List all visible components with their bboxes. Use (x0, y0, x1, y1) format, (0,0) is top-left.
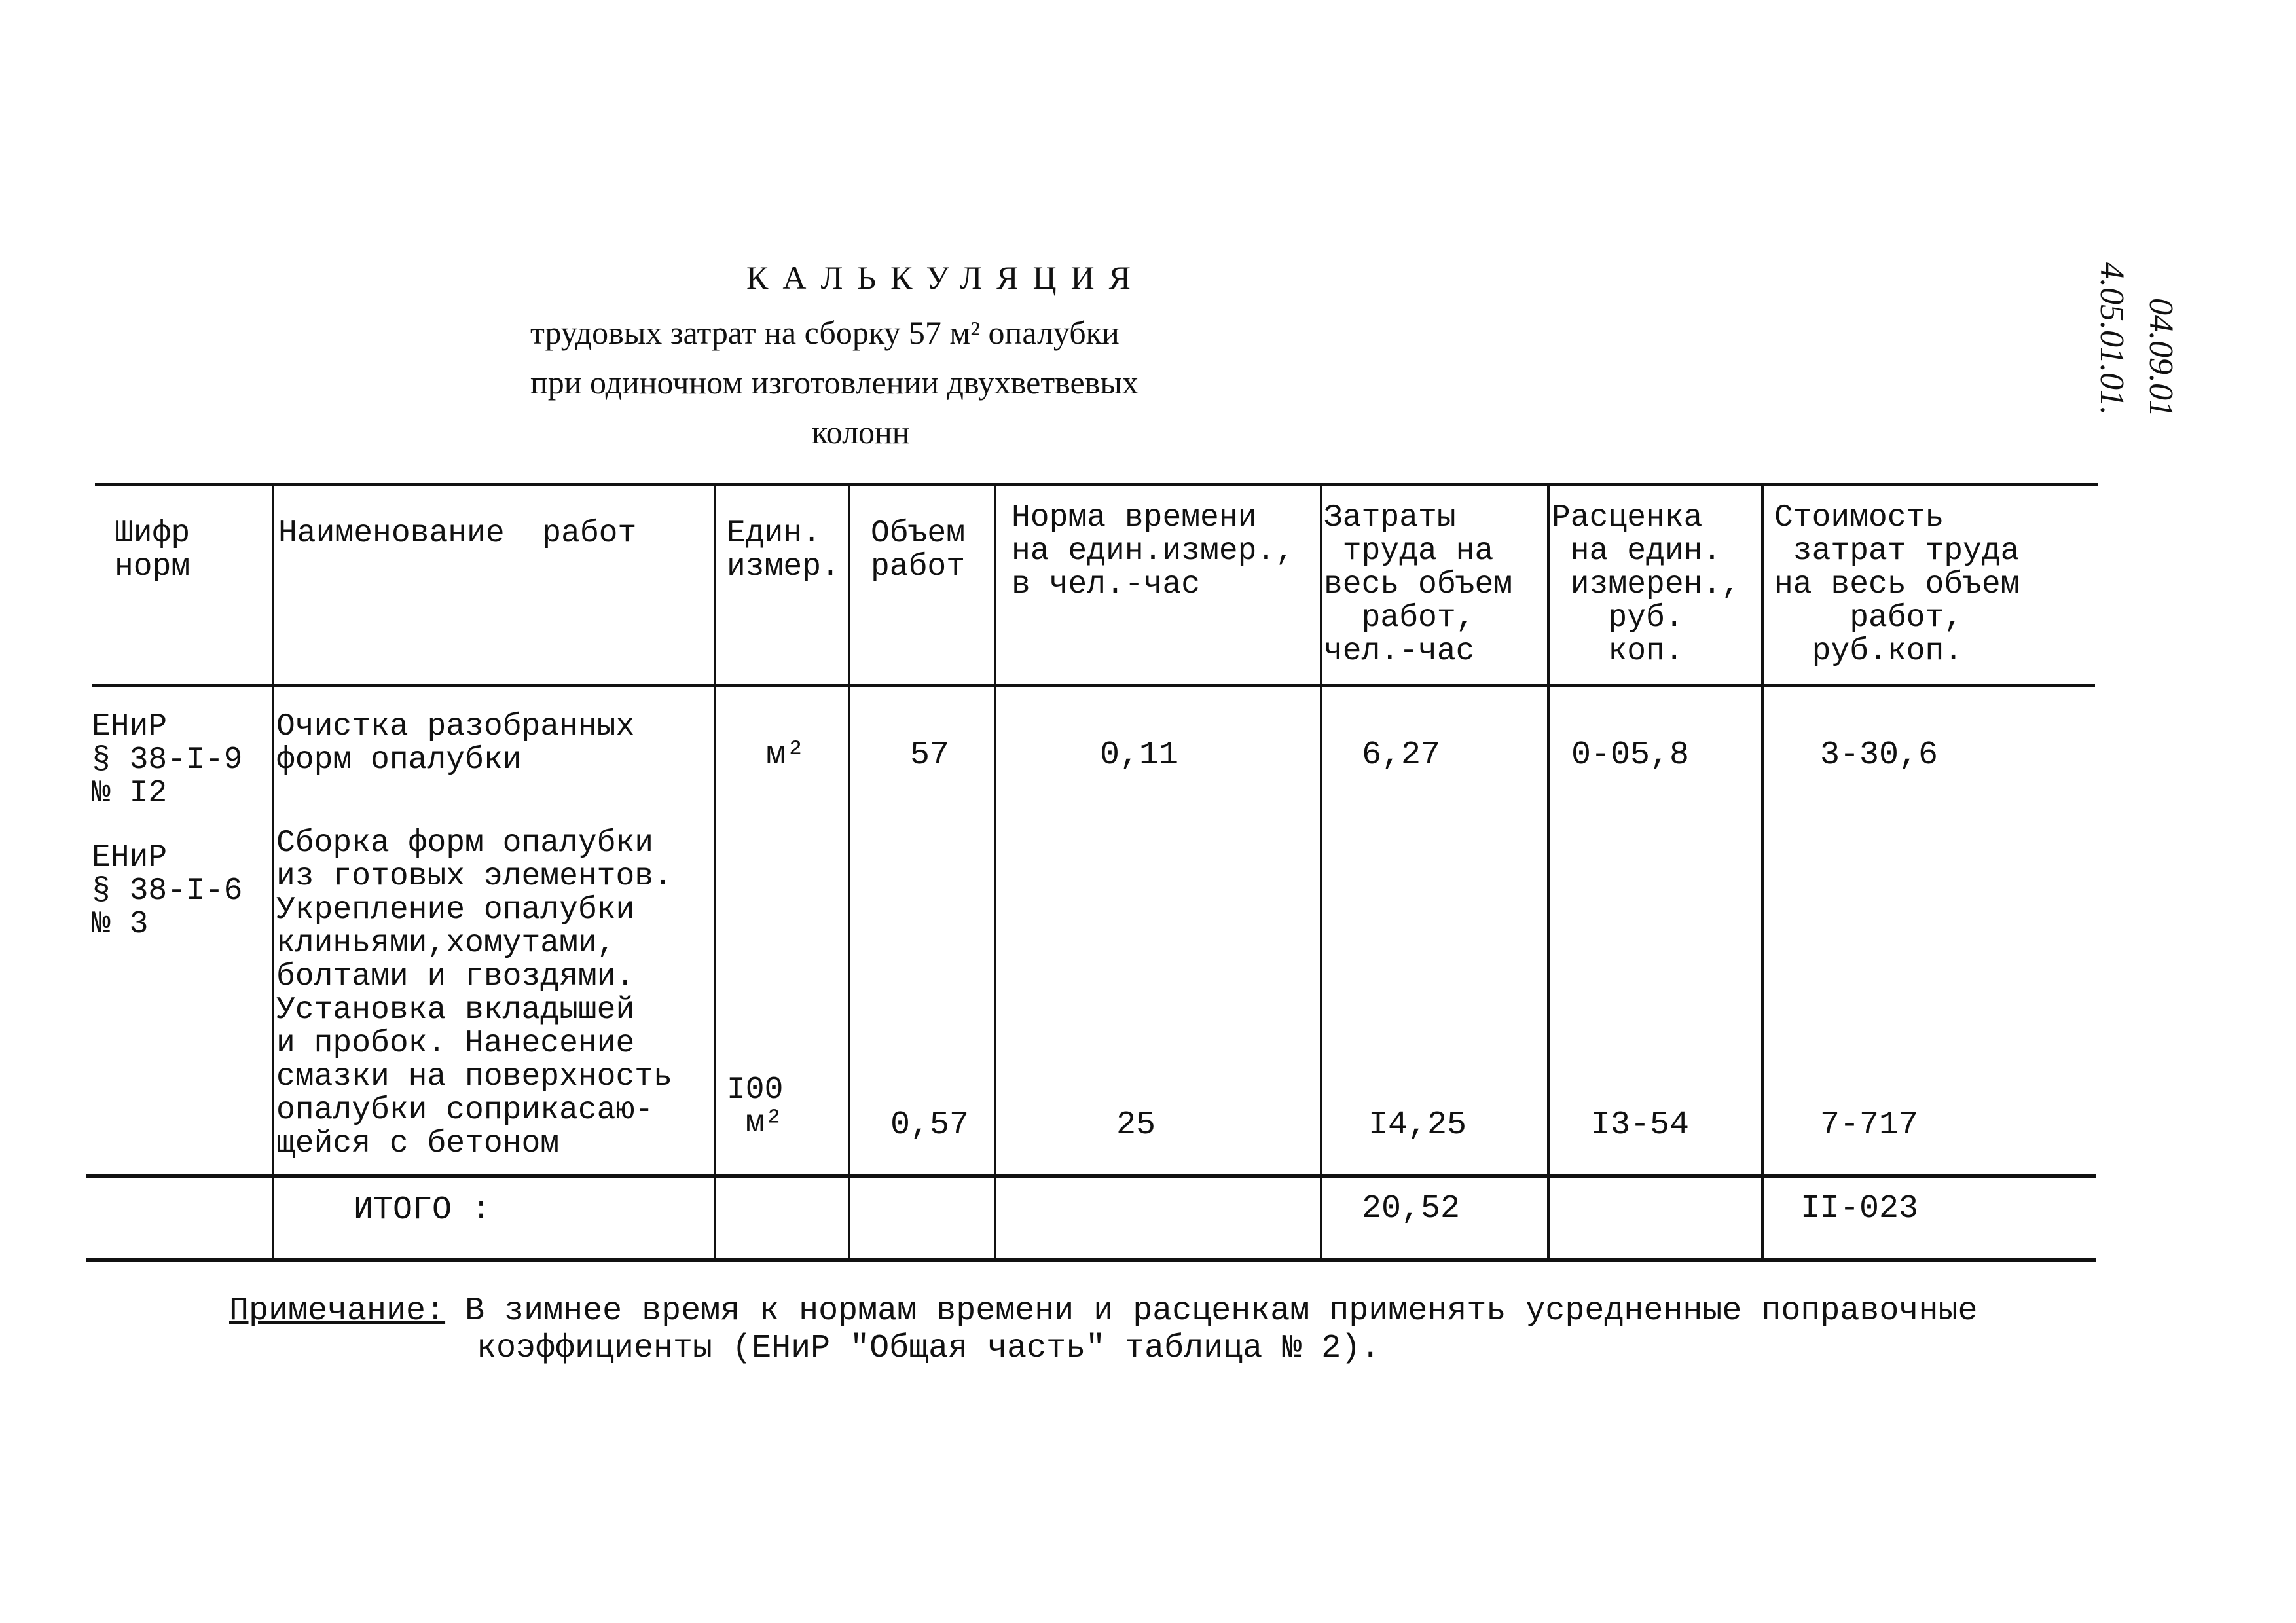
row-2-rate: I3-54 (1591, 1106, 1690, 1144)
row-1-norm: 0,11 (1100, 737, 1179, 774)
document-title: КАЛЬКУЛЯЦИЯ (746, 259, 1146, 296)
header-name: Наименование работ (278, 516, 637, 551)
side-code-1: 04.09.01 (2142, 298, 2179, 417)
row-1-code: ЕНиР § 38-I-9 № I2 (92, 709, 243, 811)
col-divider-3 (848, 484, 850, 1260)
table-header-rule (92, 684, 2095, 687)
row-1-name: Очистка разобранных форм опалубки (276, 709, 635, 778)
header-labor: Затраты труда на весь объем работ, чел.-час (1324, 500, 1513, 669)
header-cost: Стоимость затрат труда на весь объем работ, руб.коп. (1774, 500, 2020, 669)
col-divider-1 (272, 484, 274, 1260)
note-text-2: коэффициенты (ЕНиР "Общая часть" таблица № 2). (477, 1330, 1381, 1367)
row-2-labor: I4,25 (1368, 1106, 1467, 1144)
table-body-rule (86, 1174, 2096, 1178)
header-norm: Норма времени на един.измер., в чел.-час (1011, 500, 1295, 602)
total-labor: 20,52 (1362, 1190, 1461, 1228)
note-line-1 (229, 1293, 1977, 1330)
header-code: Шифр норм (115, 516, 191, 585)
row-2-volume: 0,57 (890, 1106, 970, 1144)
row-1-cost: 3-30,6 (1820, 737, 1939, 774)
col-divider-4 (994, 484, 996, 1260)
note-text-1: В зимнее время к нормам времени и расценкам применять усредненные поправочные (465, 1292, 1978, 1330)
side-code-2: 4.05.01.01. (2093, 262, 2130, 415)
subtitle-line-2: при одиночном изготовлении двухветвевых (530, 364, 1139, 401)
table-top-rule (95, 483, 2098, 486)
row-2-name: Сборка форм опалубки из готовых элементов. Укрепление опалубки клиньями,хомутами, болтами и гвоздями. Установка вкладышей и пробок. Нанесение смазки на поверхность опалубки соприкасаю- щейся с бетоном (276, 826, 672, 1161)
col-divider-5 (1320, 484, 1322, 1260)
col-divider-2 (714, 484, 716, 1260)
row-1-rate: 0-05,8 (1571, 737, 1690, 774)
row-2-unit: I00 м² (727, 1072, 784, 1141)
subtitle-line-1: трудовых затрат на сборку 57 м² опалубки (530, 314, 1120, 351)
total-cost: II-023 (1800, 1190, 1919, 1228)
col-divider-6 (1547, 484, 1550, 1260)
row-2-cost: 7-717 (1820, 1106, 1919, 1144)
subtitle-line-3: колонн (812, 414, 910, 450)
total-label: ИТОГО : (354, 1192, 492, 1229)
header-rate: Расценка на един. измерен., руб. коп. (1552, 500, 1741, 669)
header-volume: Объем работ (871, 516, 966, 585)
row-1-unit: м² (766, 737, 806, 774)
row-1-volume: 57 (910, 737, 950, 774)
row-2-norm: 25 (1116, 1106, 1156, 1144)
table-bottom-rule (86, 1258, 2096, 1262)
row-2-code: ЕНиР § 38-I-6 № 3 (92, 840, 243, 942)
row-1-labor: 6,27 (1362, 737, 1441, 774)
header-unit: Един. измер. (727, 516, 840, 585)
col-divider-7 (1761, 484, 1764, 1260)
note-label: Примечание: (229, 1292, 446, 1330)
